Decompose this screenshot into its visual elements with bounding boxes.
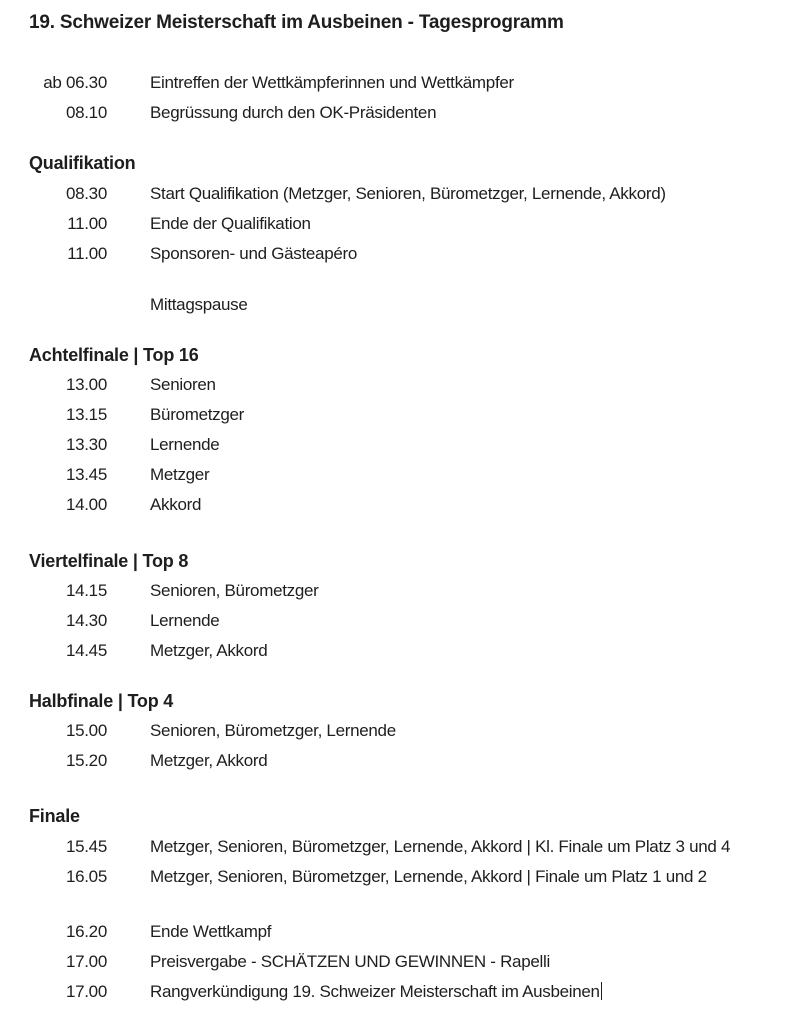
schedule-time: 16.05	[65, 867, 107, 886]
schedule-time: 08.10	[65, 103, 107, 122]
section-heading-halbfinale: Halbfinale | Top 4	[29, 691, 174, 711]
schedule-row	[0, 435, 797, 459]
schedule-desc: Lernende	[150, 611, 220, 630]
schedule-row	[0, 837, 797, 861]
schedule-time: 13.00	[65, 375, 107, 394]
schedule-time: 15.00	[65, 721, 107, 740]
schedule-row	[0, 103, 797, 127]
schedule-desc-text: Rangverkündigung 19. Schweizer Meisterschaft im Ausbeinen	[150, 982, 600, 1001]
section-heading-achtelfinale: Achtelfinale | Top 16	[29, 345, 199, 365]
schedule-time: 14.30	[65, 611, 107, 630]
schedule-row	[0, 375, 797, 399]
schedule-time: 13.30	[65, 435, 107, 454]
schedule-desc: Senioren, Bürometzger, Lernende	[150, 721, 396, 740]
schedule-desc: Senioren	[150, 375, 216, 394]
schedule-time: 08.30	[65, 184, 107, 203]
schedule-row	[0, 867, 797, 891]
schedule-time: 16.20	[65, 922, 107, 941]
schedule-row	[0, 465, 797, 489]
schedule-row	[0, 495, 797, 519]
section-heading-qualifikation: Qualifikation	[29, 153, 136, 173]
schedule-desc: Metzger, Senioren, Bürometzger, Lernende, Akkord | Finale um Platz 1 und 2	[150, 867, 707, 886]
schedule-time: 17.00	[65, 982, 107, 1001]
schedule-row	[0, 611, 797, 635]
text-cursor	[601, 982, 602, 1000]
schedule-desc: Preisvergabe - SCHÄTZEN UND GEWINNEN - Rapelli	[150, 952, 550, 971]
schedule-desc: Ende der Qualifikation	[150, 214, 311, 233]
schedule-time: 13.45	[65, 465, 107, 484]
schedule-time: 17.00	[65, 952, 107, 971]
schedule-row	[0, 405, 797, 429]
schedule-desc: Eintreffen der Wettkämpferinnen und Wettkämpfer	[150, 73, 514, 92]
schedule-row	[0, 184, 797, 208]
schedule-row	[0, 244, 797, 268]
schedule-row	[0, 214, 797, 238]
schedule-desc: Mittagspause	[150, 295, 248, 314]
schedule-row	[0, 982, 797, 1006]
schedule-row	[0, 952, 797, 976]
schedule-time: 14.00	[65, 495, 107, 514]
section-heading-finale: Finale	[29, 806, 80, 826]
schedule-time: ab 06.30	[43, 73, 107, 92]
schedule-desc: Akkord	[150, 495, 202, 514]
schedule-row	[0, 751, 797, 775]
schedule-row	[0, 581, 797, 605]
schedule-time: 15.45	[65, 837, 107, 856]
schedule-row	[0, 641, 797, 665]
schedule-desc: Bürometzger	[150, 405, 245, 424]
schedule-desc: Begrüssung durch den OK-Präsidenten	[150, 103, 437, 122]
schedule-desc: Start Qualifikation (Metzger, Senioren, Bürometzger, Lernende, Akkord)	[150, 184, 666, 203]
schedule-desc: Senioren, Bürometzger	[150, 581, 319, 600]
schedule-time: 11.00	[67, 214, 107, 233]
schedule-time: 14.45	[65, 641, 107, 660]
section-heading-viertelfinale: Viertelfinale | Top 8	[29, 551, 189, 571]
schedule-desc: Ende Wettkampf	[150, 922, 272, 941]
schedule-time: 11.00	[67, 244, 107, 263]
schedule-row	[0, 73, 797, 97]
schedule-desc: Metzger, Akkord	[150, 641, 268, 660]
schedule-time: 15.20	[65, 751, 107, 770]
schedule-desc: Metzger	[150, 465, 210, 484]
schedule-row	[0, 922, 797, 946]
schedule-row	[0, 295, 797, 319]
schedule-time: 14.15	[65, 581, 107, 600]
schedule-row	[0, 721, 797, 745]
page-title: 19. Schweizer Meisterschaft im Ausbeinen - Tagesprogramm	[29, 12, 564, 33]
schedule-desc: Metzger, Akkord	[150, 751, 268, 770]
schedule-time: 13.15	[65, 405, 107, 424]
schedule-desc: Lernende	[150, 435, 220, 454]
schedule-desc-editable[interactable]	[150, 982, 602, 1002]
schedule-desc: Sponsoren- und Gästeapéro	[150, 244, 358, 263]
schedule-desc: Metzger, Senioren, Bürometzger, Lernende, Akkord | Kl. Finale um Platz 3 und 4	[150, 837, 731, 856]
